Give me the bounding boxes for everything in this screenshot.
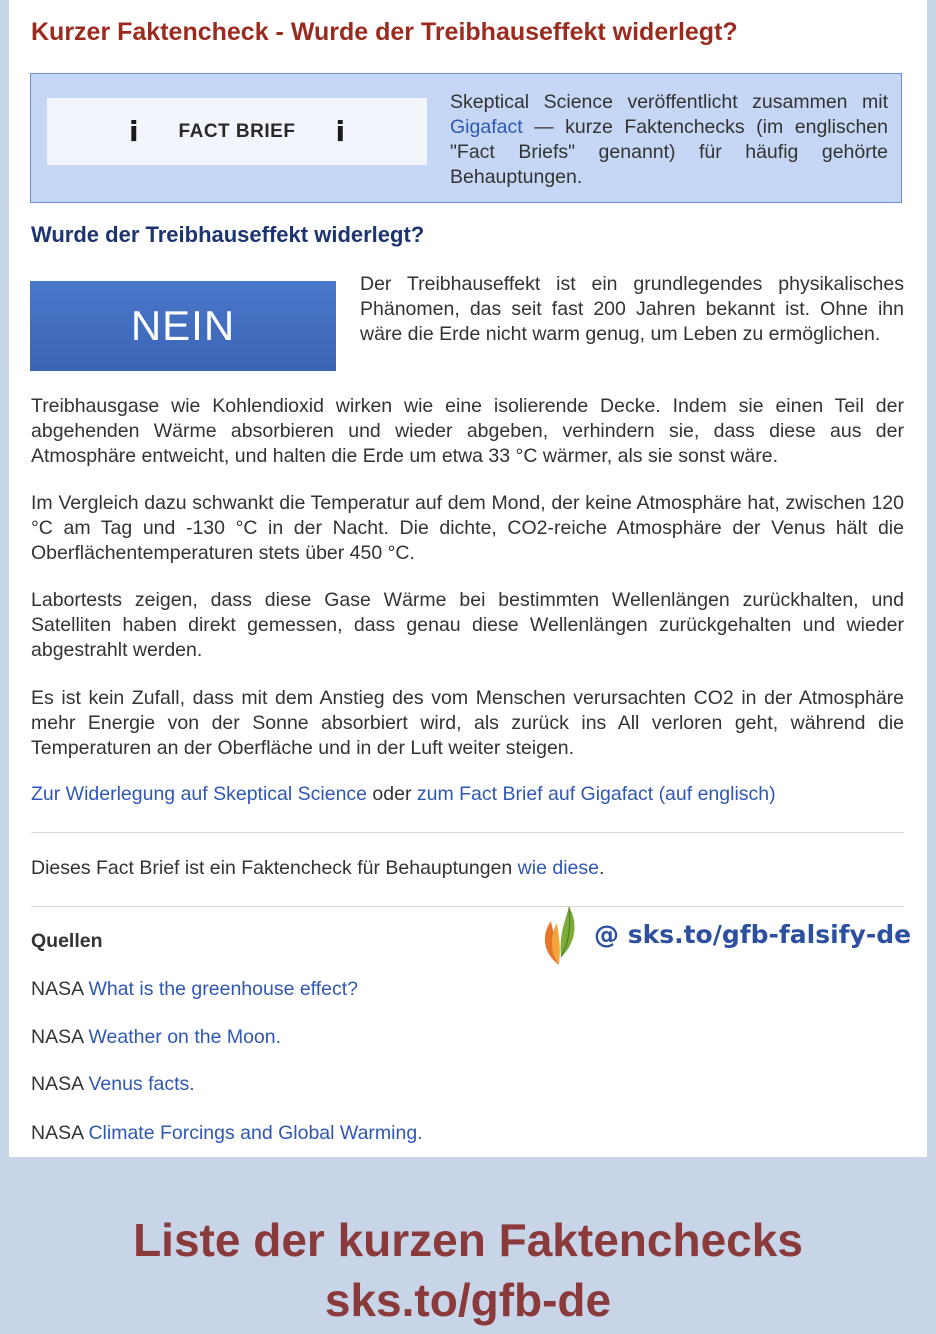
lead-paragraph: Der Treibhauseffekt ist ein grundlegendes physikalisches Phänomen, das seit fast 200 Jahren bekannt ist. Ohne ihn wäre die Erde nicht warm genug, um Leben zu ermöglichen. — [360, 273, 904, 345]
intro-text — [450, 90, 888, 190]
footer-short-link: sks.to/gfb-de — [324, 1274, 612, 1326]
paragraph-greenhouse-gases: Treibhausgase wie Kohlendioxid wirken wie eine isolierende Decke. Indem sie einen Teil der abgehenden Wärme absorbieren und wieder abgeben, verhindern sie, dass diese aus der Atmosphäre entweicht, und halten die Erde um etwa 33 °C wärmer, als sie sonst wäre. — [31, 395, 904, 467]
intro-text-after: — kurze Faktenchecks (im englischen "Fact Briefs" genannt) für häufig gehörte Behauptungen. — [450, 116, 888, 188]
footer-list-title: Liste der kurzen Faktenchecks — [133, 1214, 803, 1266]
source-org: NASA — [31, 1122, 84, 1144]
info-icon: i — [335, 114, 346, 148]
gigafact-link[interactable]: Gigafact — [450, 116, 523, 138]
sources-heading: Quellen — [31, 930, 103, 952]
paragraph-co2-rise: Es ist kein Zufall, dass mit dem Anstieg des vom Menschen verursachten CO2 in der Atmosphäre mehr Energie von der Sonne absorbiert wird, als zurück ins All verloren geht, während die Temperaturen an der Oberfläche und in der Luft weiter steigen. — [31, 687, 904, 759]
source-link[interactable]: Venus facts. — [88, 1073, 195, 1095]
gigafact-fact-brief-link[interactable]: zum Fact Brief auf Gigafact (auf englisch) — [416, 783, 776, 805]
intro-box — [30, 73, 902, 203]
divider — [31, 906, 904, 907]
source-item — [31, 1072, 195, 1097]
paragraph-lab-tests: Labortests zeigen, dass diese Gase Wärme bei bestimmten Wellenlängen zurückhalten, und Satelliten haben direkt gemessen, dass genau diese Wellenlängen zurückgehalten und wieder abgestrahlt werden. — [31, 589, 904, 661]
source-link[interactable]: What is the greenhouse effect? — [88, 978, 359, 1000]
skeptical-science-link[interactable]: Zur Widerlegung auf Skeptical Science — [31, 783, 368, 805]
claim-note — [31, 856, 604, 881]
skeptical-science-leaf-logo — [539, 905, 579, 967]
claim-question: Wurde der Treibhauseffekt widerlegt? — [31, 222, 425, 247]
source-org: NASA — [31, 1073, 84, 1095]
claim-period: . — [598, 857, 605, 879]
verdict-banner: NEIN — [30, 281, 336, 371]
further-links — [31, 782, 776, 807]
page-title: Kurzer Faktencheck - Wurde der Treibhauseffekt widerlegt? — [31, 18, 738, 46]
source-item — [31, 977, 358, 1002]
divider — [31, 832, 904, 833]
fact-brief-label: FACT BRIEF — [178, 120, 296, 142]
links-connector: oder — [367, 783, 417, 805]
paragraph-moon-venus: Im Vergleich dazu schwankt die Temperatur auf dem Mond, der keine Atmosphäre hat, zwischen 120 °C am Tag und -130 °C in der Nacht. Die dichte, CO2-reiche Atmosphäre der Venus hält die Oberflächentemperaturen stets über 450 °C. — [31, 492, 904, 564]
source-link[interactable]: Climate Forcings and Global Warming. — [88, 1122, 423, 1144]
source-org: NASA — [31, 978, 84, 1000]
info-icon: i — [128, 114, 139, 148]
source-item — [31, 1025, 281, 1050]
claim-text: Dieses Fact Brief ist ein Faktencheck für Behauptungen — [31, 857, 518, 879]
source-item — [31, 1121, 423, 1146]
fact-brief-card — [9, 0, 927, 1157]
footer-banner — [0, 1210, 936, 1330]
intro-text-before: Skeptical Science veröffentlicht zusammen mit — [450, 91, 888, 113]
source-link[interactable]: Weather on the Moon. — [88, 1026, 282, 1048]
short-link-handle: @ sks.to/gfb-falsify-de — [594, 920, 912, 949]
claim-link[interactable]: wie diese — [517, 857, 599, 879]
fact-brief-badge — [47, 98, 427, 165]
source-org: NASA — [31, 1026, 84, 1048]
